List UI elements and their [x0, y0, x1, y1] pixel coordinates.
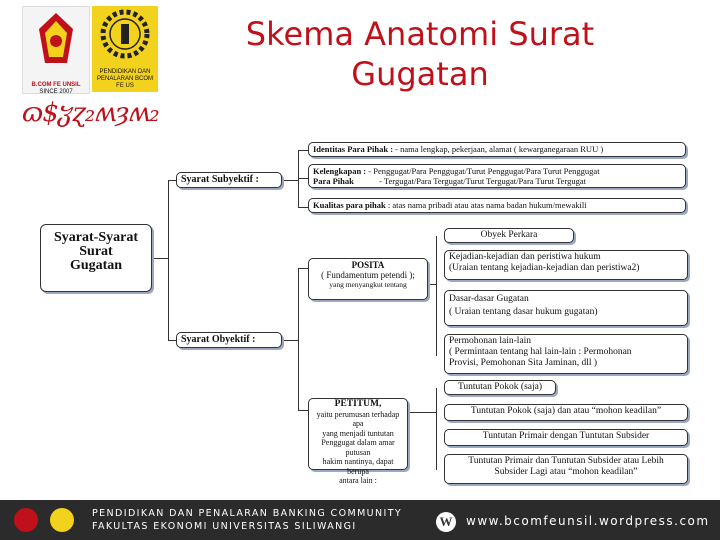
penalaran-logo-caption: PENDIDIKAN DAN PENALARAN BCOM FE US [96, 69, 153, 89]
subyektif-box [176, 172, 282, 188]
posita-item [444, 228, 574, 243]
root-line-2: Surat [79, 244, 113, 259]
footer-logo-red [14, 508, 38, 532]
posita-item-line1: Dasar-dasar Gugatan [449, 294, 529, 304]
connector-root-vertical [168, 180, 169, 340]
kualitas-box [308, 198, 686, 213]
identitas-text: - nama lengkap, pekerjaan, alamat ( kewarganegaraan RUU ) [393, 144, 604, 154]
posita-line2: yang menyangkut tentang [329, 280, 407, 289]
petitum-item [444, 380, 556, 395]
mask-emblem-icon [23, 7, 89, 77]
petitum-item [444, 429, 688, 446]
wordpress-icon: W [436, 512, 456, 532]
posita-item-line1: Permohonan lain-lain [449, 336, 532, 346]
connector-obj-mid [282, 340, 298, 341]
petitum-item-line1: Tuntutan Primair dengan Tuntutan Subsider [482, 431, 650, 441]
connector-sub-3 [298, 207, 308, 208]
connector-sub-mid [282, 180, 298, 181]
petitum-item [444, 454, 688, 484]
posita-item-line2: ( Uraian tentang dasar hukum gugatan) [449, 307, 598, 317]
identitas-box [308, 142, 686, 157]
posita-head: POSITA [351, 260, 385, 270]
petitum-line: Penggugat dalam amar putusan [321, 438, 395, 457]
connector-root [152, 258, 168, 259]
petitum-item-line1: Tuntutan Pokok (saja) [457, 382, 543, 392]
kelengkapan-box [308, 164, 686, 188]
bcom-logo [22, 6, 90, 94]
connector-subyektif [168, 180, 176, 181]
petitum-box [308, 398, 408, 485]
petitum-line: yaitu perumusan terhadap apa [316, 409, 400, 428]
connector-obyektif [168, 340, 176, 341]
posita-line1: ( Fundamentum petendi ); [321, 270, 415, 280]
gear-emblem-icon [92, 6, 158, 64]
petitum-line: hakim nantinya, dapat berupa [322, 457, 394, 476]
kualitas-head: Kualitas para pihak [313, 200, 386, 210]
posita-item-line3: Provisi, Pemohonan Sita Jaminan, dll ) [449, 358, 598, 368]
connector-petitum-vertical [436, 388, 437, 470]
penalaran-logo [92, 6, 158, 92]
petitum-item-line1: Tuntutan Primair dan Tuntutan Subsider atau Lebih [468, 456, 664, 466]
footer-line-1: PENDIDIKAN DAN PENALARAN BANKING COMMUNITY [92, 508, 403, 519]
obyektif-label: Syarat Obyektif : [181, 334, 256, 345]
posita-item-line1: Kejadian-kejadian dan peristiwa hukum [449, 252, 601, 262]
title-line-1: Skema Anatomi Surat [245, 15, 595, 53]
petitum-head: PETITUM, [334, 399, 382, 409]
connector-petitum-out [408, 412, 436, 413]
connector-obj-vertical [298, 268, 299, 410]
posita-item [444, 250, 688, 280]
posita-item-line2: (Uraian tentang kejadian-kejadian dan peristiwa2) [449, 263, 640, 273]
connector-sub-1 [298, 150, 308, 151]
petitum-item-line1: Tuntutan Pokok (saja) dan atau “mohon keadilan” [470, 406, 662, 416]
kelengkapan-head: Kelengkapan : [313, 166, 367, 176]
connector-sub-2 [298, 178, 308, 179]
connector-petitum [298, 410, 308, 411]
posita-box [308, 258, 428, 300]
obyektif-box [176, 332, 282, 348]
kelengkapan-line1: - Penggugat/Para Penggugat/Turut Penggugat/Para Turut Penggugat [366, 166, 600, 176]
connector-posita [298, 268, 308, 269]
root-line-1: Syarat-Syarat [54, 230, 138, 245]
posita-item [444, 334, 688, 374]
petitum-line: antara lain : [339, 476, 377, 485]
kelengkapan-line2: - Tergugat/Para Tergugat/Turut Tergugat/Para Turut Tergugat [377, 176, 587, 186]
footer-logo-yellow [50, 508, 74, 532]
footer-line-2: FAKULTAS EKONOMI UNIVERSITAS SILIWANGI [92, 521, 357, 532]
footer-url[interactable]: www.bcomfeunsil.wordpress.com [466, 514, 710, 528]
posita-item [444, 290, 688, 326]
bcom-logo-caption: B.COM FE UNSIL [31, 82, 81, 88]
page-title [190, 14, 650, 94]
petitum-line: yang menjadi tuntutan [322, 428, 394, 438]
connector-posita-vertical [436, 236, 437, 356]
kelengkapan-head2: Para Pihak [313, 176, 354, 186]
identitas-head: Identitas Para Pihak : [313, 144, 394, 154]
petitum-item [444, 404, 688, 421]
root-box [40, 224, 152, 292]
connector-posita-out [428, 284, 436, 285]
subyektif-label: Syarat Subyektif : [181, 174, 259, 185]
root-line-3: Gugatan [69, 258, 123, 273]
posita-item-line1: Obyek Perkara [480, 230, 538, 240]
kualitas-text: : atas nama pribadi atau atas nama badan hukum/mewakili [385, 200, 587, 210]
script-logo: ɷ$ჳɀ₂ʍȝʍ₂ [22, 98, 159, 128]
petitum-item-line2: Subsider Lagi atau “mohon keadilan” [494, 467, 638, 477]
posita-item-line2: ( Permintaan tentang hal lain-lain : Permohonan [449, 347, 632, 357]
title-line-2: Gugatan [351, 55, 489, 93]
bcom-logo-subcaption: SINCE 2007 [39, 89, 73, 95]
